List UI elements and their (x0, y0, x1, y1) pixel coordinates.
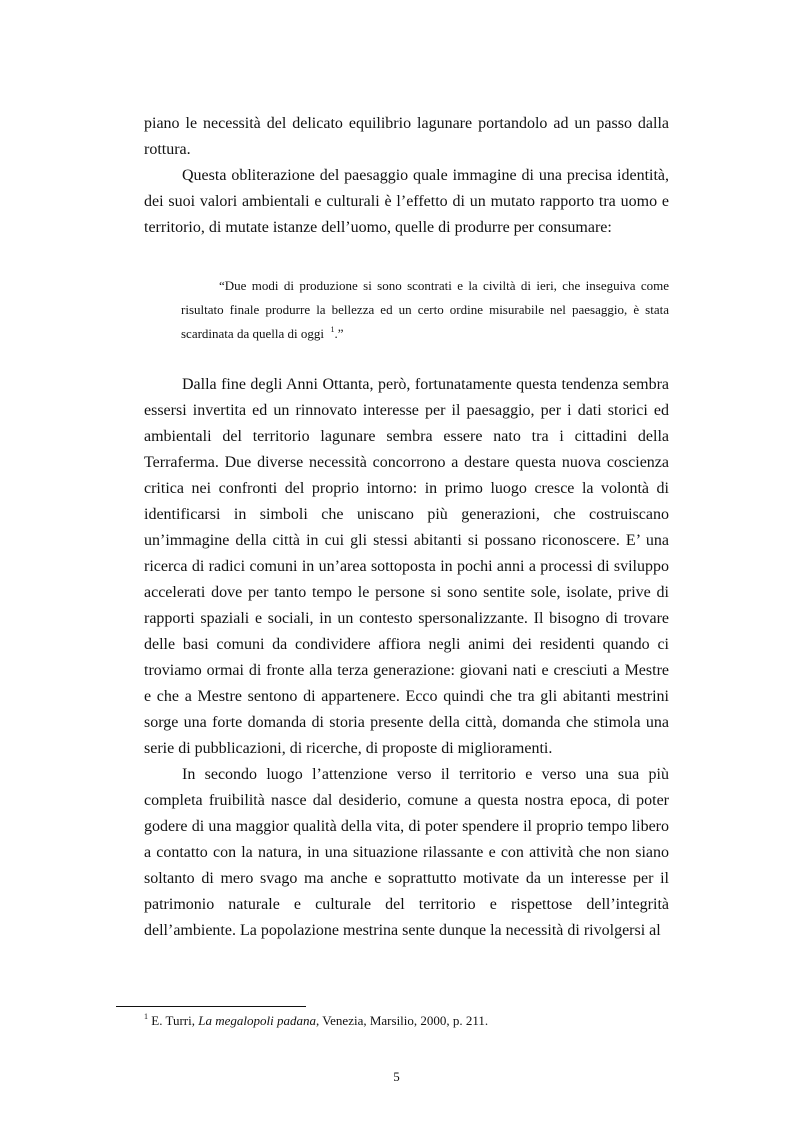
footnote-rule (116, 1006, 306, 1007)
paragraph: Questa obliterazione del paesaggio quale immagine di una precisa identità, dei suoi valori ambientali e culturali è l’effetto di un mutato rapporto tra uomo e territorio, di mutate istanze dell’uomo, quelle di produrre per consumare: (144, 167, 669, 236)
page-number: 5 (393, 1069, 400, 1084)
body-main (144, 372, 669, 944)
footnote-ref: 1 (330, 325, 335, 334)
footnote-title: La megalopoli padana (198, 1013, 316, 1028)
paragraph-continued: piano le necessità del delicato equilibrio lagunare portandolo ad un passo dalla rottura. (144, 115, 669, 158)
quote-end: .” (334, 326, 344, 341)
footnote-number: 1 (144, 1012, 148, 1021)
footnote (144, 1012, 488, 1030)
quote-text: “Due modi di produzione si sono scontrati e la civiltà di ieri, che inseguiva come risultato finale produrre la bellezza ed un certo ordine misurabile nel paesaggio, è stata scardinata da quella di oggi (181, 278, 669, 341)
body-top (144, 111, 669, 241)
footnote-author: E. Turri, (151, 1013, 195, 1028)
paragraph: In secondo luogo l’attenzione verso il territorio e verso una sua più completa fruibilità nasce dal desiderio, comune a questa nostra epoca, di poter godere di una maggior qualità della vita, di poter spendere il proprio tempo libero a contatto con la natura, in una situazione rilassante e con attività che non siano soltanto di mero svago ma anche e soprattutto motivate da un interesse per il patrimonio naturale e culturale del territorio e rispettose dell’integrità dell’ambiente. La popolazione mestrina sente dunque la necessità di rivolgersi al (144, 766, 669, 939)
footnote-rest: , Venezia, Marsilio, 2000, p. 211. (315, 1013, 489, 1028)
paragraph: Dalla fine degli Anni Ottanta, però, fortunatamente questa tendenza sembra essersi invertita ed un rinnovato interesse per il paesaggio, per i dati storici ed ambientali del territorio lagunare sembra essere nato tra i cittadini della Terraferma. Due diverse necessità concorrono a destare questa nuova coscienza critica nei confronti del proprio intorno: in primo luogo cresce la volontà di identificarsi in simboli che uniscano più generazioni, che costruiscano un’immagine della città in cui gli stessi abitanti si possano riconoscere. E’ una ricerca di radici comuni in un’area sottoposta in pochi anni a processi di sviluppo accelerati dove per tanto tempo le persone si sono sentite sole, isolate, prive di rapporti spaziali e sociali, in un contesto spersonalizzante. Il bisogno di trovare delle basi comuni da condividere affiora negli animi dei residenti quando ci troviamo ormai di fronte alla terza generazione: giovani nati e cresciuti a Mestre e che a Mestre sentono di appartenere. Ecco quindi che tra gli abitanti mestrini sorge una forte domanda di storia presente della città, domanda che stimola una serie di pubblicazioni, di ricerche, di proposte di miglioramenti. (144, 376, 669, 757)
block-quote (181, 274, 669, 346)
